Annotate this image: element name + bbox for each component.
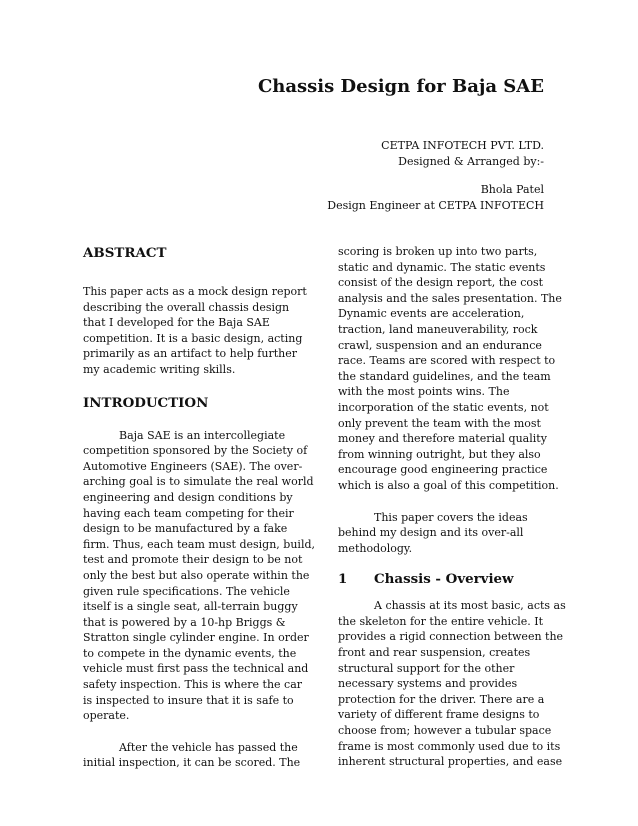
body-line: money and therefore material quality	[338, 432, 547, 446]
author-name: Bhola Patel	[480, 183, 544, 196]
body-line: from winning outright, but they also	[338, 447, 541, 461]
abstract-heading: ABSTRACT	[83, 245, 167, 261]
body-line: analysis and the sales presentation. The	[338, 291, 562, 305]
intro-line: Automotive Engineers (SAE). The over-	[83, 459, 303, 473]
chassis-overview-paragraph	[338, 598, 564, 770]
intro-line: only the best but also operate within the	[83, 568, 310, 582]
abstract-line: This paper acts as a mock design report	[83, 285, 307, 298]
body-line: provides a rigid connection between the	[338, 630, 564, 644]
abstract-line: my academic writing skills.	[83, 362, 236, 376]
body-line: Dynamic events are acceleration,	[338, 307, 525, 321]
intro-line: Stratton single cylinder engine. In order	[83, 631, 309, 645]
intro-line: given rule specifications. The vehicle	[83, 584, 290, 598]
body-line: A chassis at its most basic, acts as	[374, 599, 566, 613]
left-column	[83, 244, 315, 771]
body-line: which is also a goal of this competition.	[338, 478, 559, 492]
company-name: CETPA INFOTECH PVT. LTD.	[381, 139, 544, 152]
introduction-heading: INTRODUCTION	[83, 394, 209, 411]
body-line: frame is most commonly used due to its	[338, 739, 561, 753]
body-line: race. Teams are scored with respect to	[338, 354, 556, 368]
body-line: encourage good engineering practice	[338, 463, 548, 477]
body-line: the standard guidelines, and the team	[338, 369, 551, 383]
body-line: methodology.	[338, 541, 413, 555]
body-line: scoring is broken up into two parts,	[338, 245, 538, 258]
credit-line: Designed & Arranged by:-	[398, 155, 544, 168]
body-line: incorporation of the static events, not	[338, 400, 549, 414]
author-role: Design Engineer at CETPA INFOTECH	[327, 199, 544, 212]
intro-line: vehicle must first pass the technical and	[83, 662, 309, 676]
body-line: static and dynamic. The static events	[338, 260, 546, 274]
body-line: inherent structural properties, and ease	[338, 755, 563, 769]
abstract-line: competition. It is a basic design, acting	[83, 331, 303, 345]
intro-line: to compete in the dynamic events, the	[83, 646, 297, 660]
body-line: choose from; however a tubular space	[338, 724, 552, 738]
body-line: only prevent the team with the most	[338, 416, 541, 430]
body-line: the skeleton for the entire vehicle. It	[338, 614, 544, 628]
body-line: This paper covers the ideas	[374, 510, 528, 524]
intro-line: design to be manufactured by a fake	[83, 522, 288, 536]
intro-line: that is powered by a 10-hp Briggs &	[83, 615, 286, 629]
section-1-heading	[338, 570, 564, 588]
abstract-text	[83, 284, 305, 378]
intro-line: initial inspection, it can be scored. The	[83, 756, 301, 770]
abstract-line: primarily as an artifact to help further	[83, 347, 297, 361]
body-line: necessary systems and provides	[338, 677, 518, 691]
intro-line: is inspected to insure that it is safe to	[83, 693, 294, 707]
intro-line: test and promote their design to be not	[83, 553, 303, 567]
intro-line: competition sponsored by the Society of	[83, 444, 308, 458]
intro-line: itself is a single seat, all-terrain buggy	[83, 600, 298, 614]
body-line: consist of the design report, the cost	[338, 276, 544, 290]
intro-line: After the vehicle has passed the	[119, 740, 298, 754]
body-line: protection for the driver. There are a	[338, 692, 545, 706]
intro-line: operate.	[83, 709, 130, 723]
methodology-paragraph	[338, 510, 564, 557]
abstract-line: that I developed for the Baja SAE	[83, 316, 270, 330]
scoring-paragraph	[338, 244, 564, 494]
intro-line: safety inspection. This is where the car	[83, 678, 303, 692]
intro-line: having each team competing for their	[83, 506, 294, 520]
intro-line: Baja SAE is an intercollegiate	[119, 428, 286, 442]
body-line: behind my design and its over-all	[338, 526, 524, 540]
body-line: variety of different frame designs to	[338, 708, 540, 722]
body-line: structural support for the other	[338, 661, 515, 675]
intro-line: engineering and design conditions by	[83, 490, 293, 504]
abstract-line: describing the overall chassis design	[83, 300, 290, 314]
right-column	[338, 244, 564, 770]
introduction-paragraph-2	[83, 740, 305, 771]
body-line: crawl, suspension and an endurance	[338, 338, 542, 352]
intro-line: arching goal is to simulate the real world	[83, 475, 314, 489]
section-number: 1	[338, 571, 348, 588]
paper-title: Chassis Design for Baja SAE	[257, 76, 544, 97]
body-line: front and rear suspension, creates	[338, 646, 531, 660]
introduction-paragraph-1	[83, 428, 315, 724]
section-title: Chassis - Overview	[374, 571, 514, 588]
body-line: traction, land maneuverability, rock	[338, 322, 538, 336]
intro-line: firm. Thus, each team must design, build,	[83, 537, 315, 551]
body-line: with the most points wins. The	[338, 385, 510, 399]
